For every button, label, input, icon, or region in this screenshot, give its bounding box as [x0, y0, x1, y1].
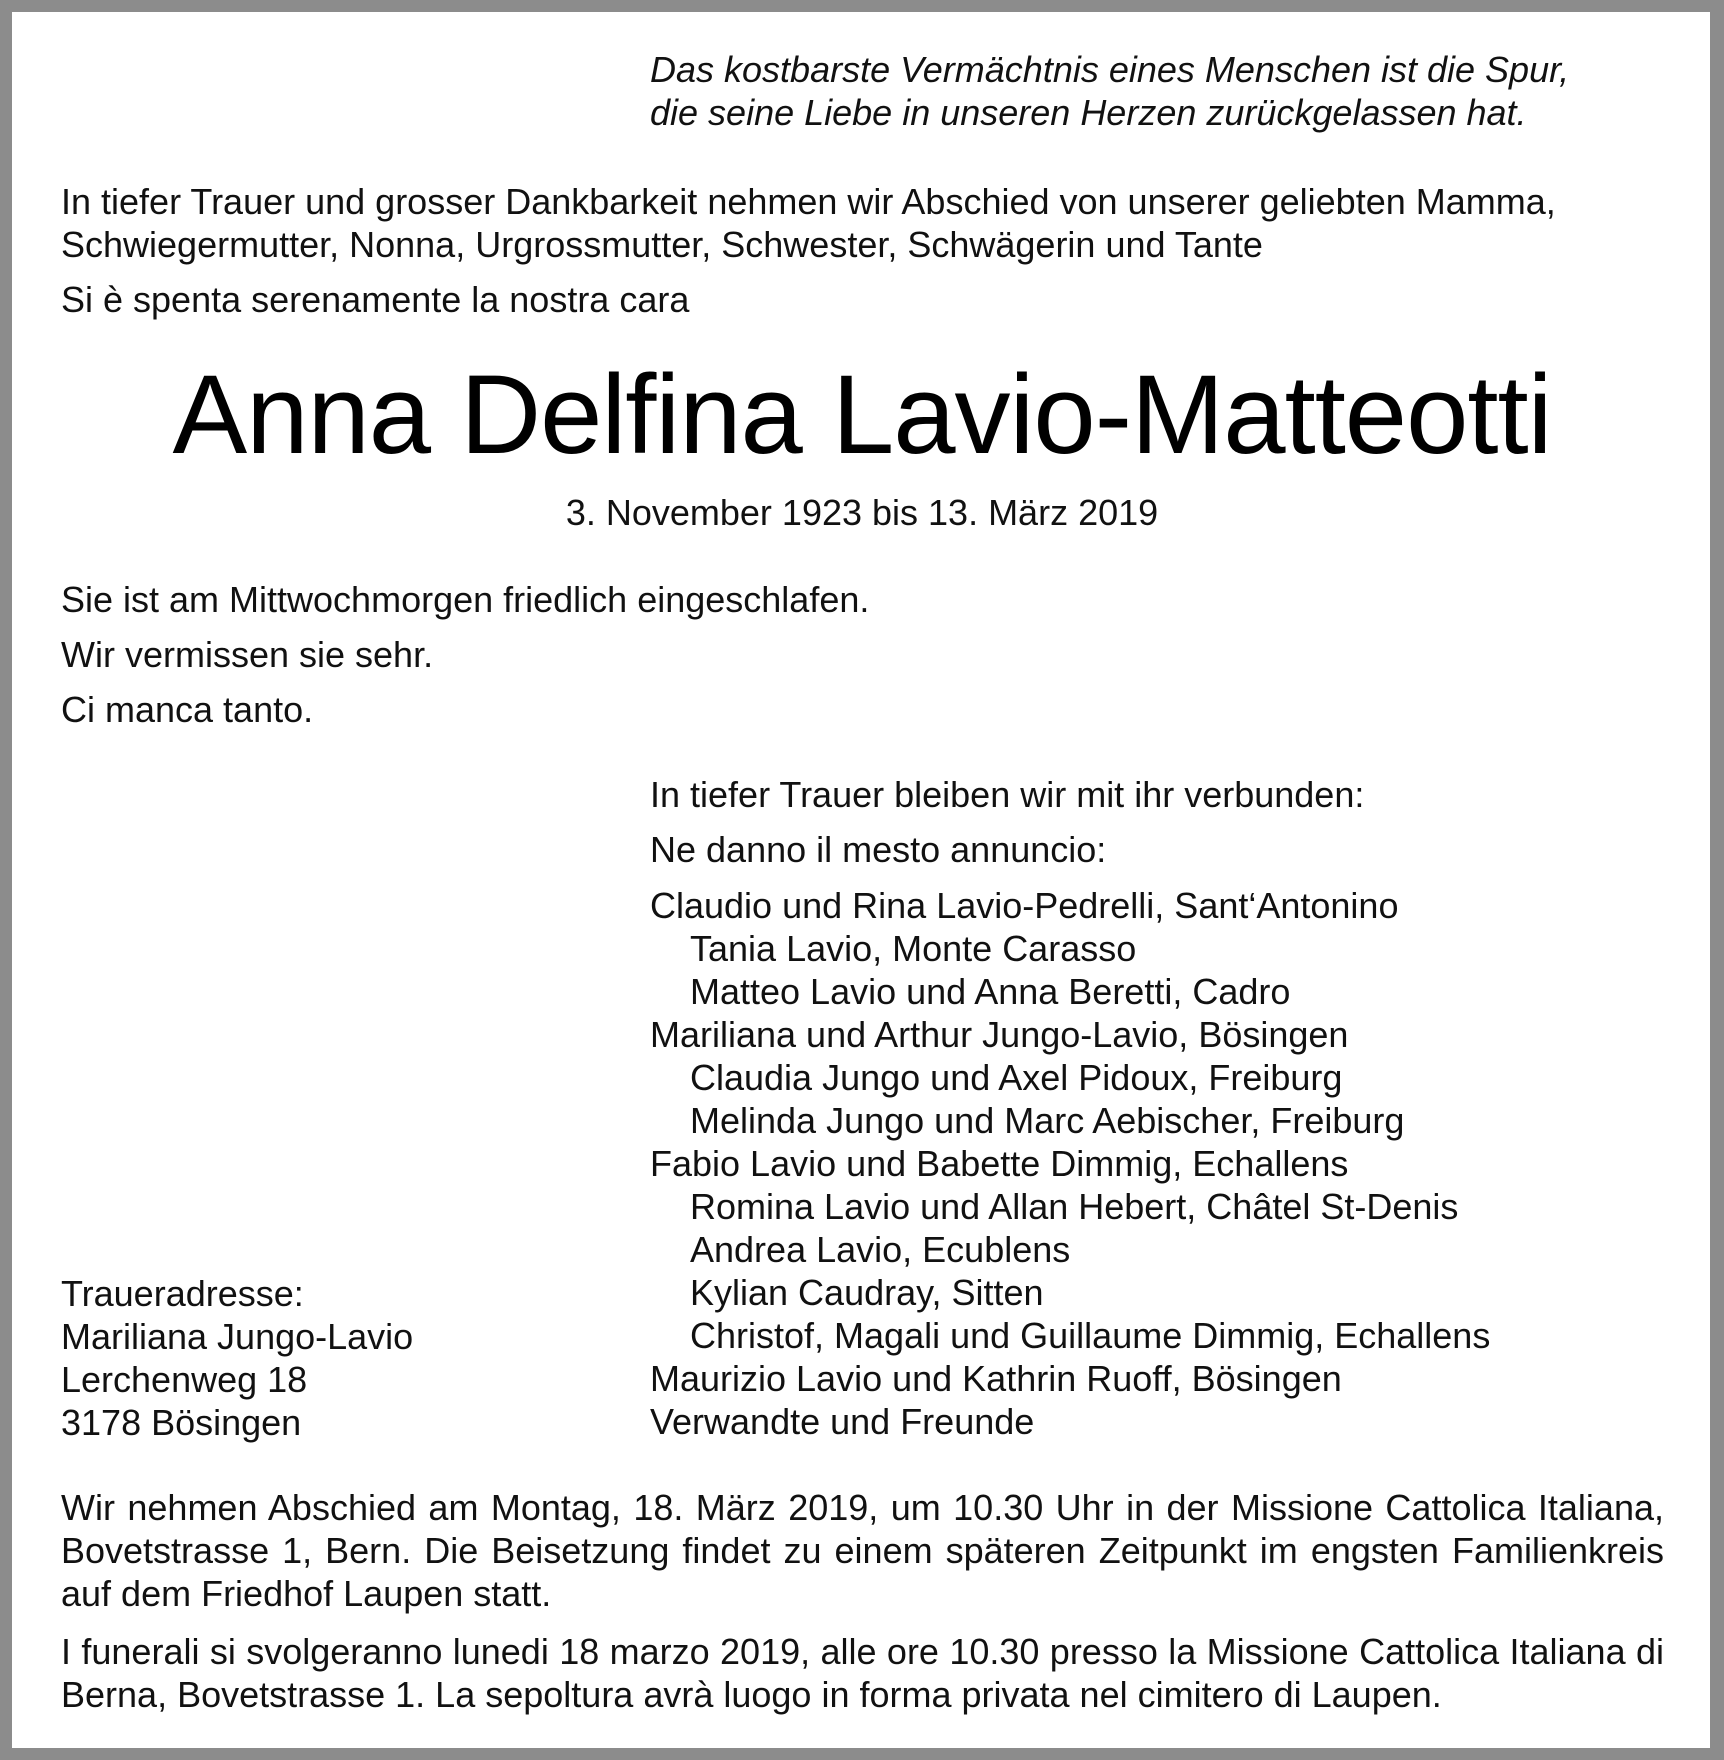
- mourner-entry: Claudio und Rina Lavio-Pedrelli, Sant‘Antonino: [650, 885, 1399, 926]
- message-line-1: Sie ist am Mittwochmorgen friedlich eingeschlafen.: [61, 579, 870, 620]
- mourner-entry: Maurizio Lavio und Kathrin Ruoff, Bösingen: [650, 1358, 1342, 1399]
- address-city: 3178 Bösingen: [61, 1402, 302, 1443]
- intro-italian: Si è spenta serenamente la nostra cara: [61, 279, 690, 320]
- intro-line-2: Schwiegermutter, Nonna, Urgrossmutter, Schwester, Schwägerin und Tante: [61, 224, 1263, 265]
- message-line-3: Ci manca tanto.: [61, 689, 314, 730]
- mourner-entry: Kylian Caudray, Sitten: [690, 1272, 1044, 1313]
- mourners-heading-it: Ne danno il mesto annuncio:: [650, 829, 1107, 870]
- mourner-entry: Verwandte und Freunde: [650, 1401, 1035, 1442]
- address-name: Mariliana Jungo-Lavio: [61, 1316, 414, 1357]
- mourner-entry: Claudia Jungo und Axel Pidoux, Freiburg: [690, 1057, 1343, 1098]
- mourner-list: [650, 884, 1490, 1443]
- mourner-entry: Mariliana und Arthur Jungo-Lavio, Bösingen: [650, 1014, 1349, 1055]
- mourner-entry: Fabio Lavio und Babette Dimmig, Echallens: [650, 1143, 1349, 1184]
- mourner-entry: Christof, Magali und Guillaume Dimmig, Echallens: [690, 1315, 1491, 1356]
- mourner-entry: Melinda Jungo und Marc Aebischer, Freiburg: [690, 1100, 1405, 1141]
- quote-line-1: Das kostbarste Vermächtnis eines Menschen ist die Spur,: [650, 49, 1570, 90]
- mourners-heading-de: In tiefer Trauer bleiben wir mit ihr verbunden:: [650, 774, 1365, 815]
- mourner-entry: Tania Lavio, Monte Carasso: [690, 928, 1137, 969]
- intro-line-1: In tiefer Trauer und grosser Dankbarkeit nehmen wir Abschied von unserer geliebten Mamma,: [61, 181, 1556, 222]
- deceased-name: Anna Delfina Lavio-Matteotti: [172, 352, 1552, 477]
- opening-quote: [650, 48, 1569, 134]
- funeral-info-italian: I funerali si svolgeranno lunedi 18 marzo 2019, alle ore 10.30 presso la Missione Cattolica Italiana di Berna, Bovetstrasse 1. La sepoltura avrà luogo in forma privata nel cimitero di Laupen.: [61, 1631, 1664, 1715]
- message-line-2: Wir vermissen sie sehr.: [61, 634, 434, 675]
- funeral-info-german: Wir nehmen Abschied am Montag, 18. März 2019, um 10.30 Uhr in der Missione Cattolica Italiana, Bovetstrasse 1, Bern. Die Beisetzung findet zu einem späteren Zeitpunkt im engsten Familienkreis auf dem Friedhof Laupen statt.: [61, 1487, 1664, 1614]
- life-dates: 3. November 1923 bis 13. März 2019: [565, 492, 1159, 533]
- address-street: Lerchenweg 18: [61, 1359, 308, 1400]
- quote-line-2: die seine Liebe in unseren Herzen zurückgelassen hat.: [650, 92, 1527, 133]
- mourner-entry: Romina Lavio und Allan Hebert, Châtel St-Denis: [690, 1186, 1459, 1227]
- intro-text: [61, 180, 1556, 266]
- mourner-entry: Matteo Lavio und Anna Beretti, Cadro: [690, 971, 1291, 1012]
- mourning-address: [61, 1272, 413, 1444]
- address-label: Traueradresse:: [61, 1273, 304, 1314]
- mourner-entry: Andrea Lavio, Ecublens: [690, 1229, 1071, 1270]
